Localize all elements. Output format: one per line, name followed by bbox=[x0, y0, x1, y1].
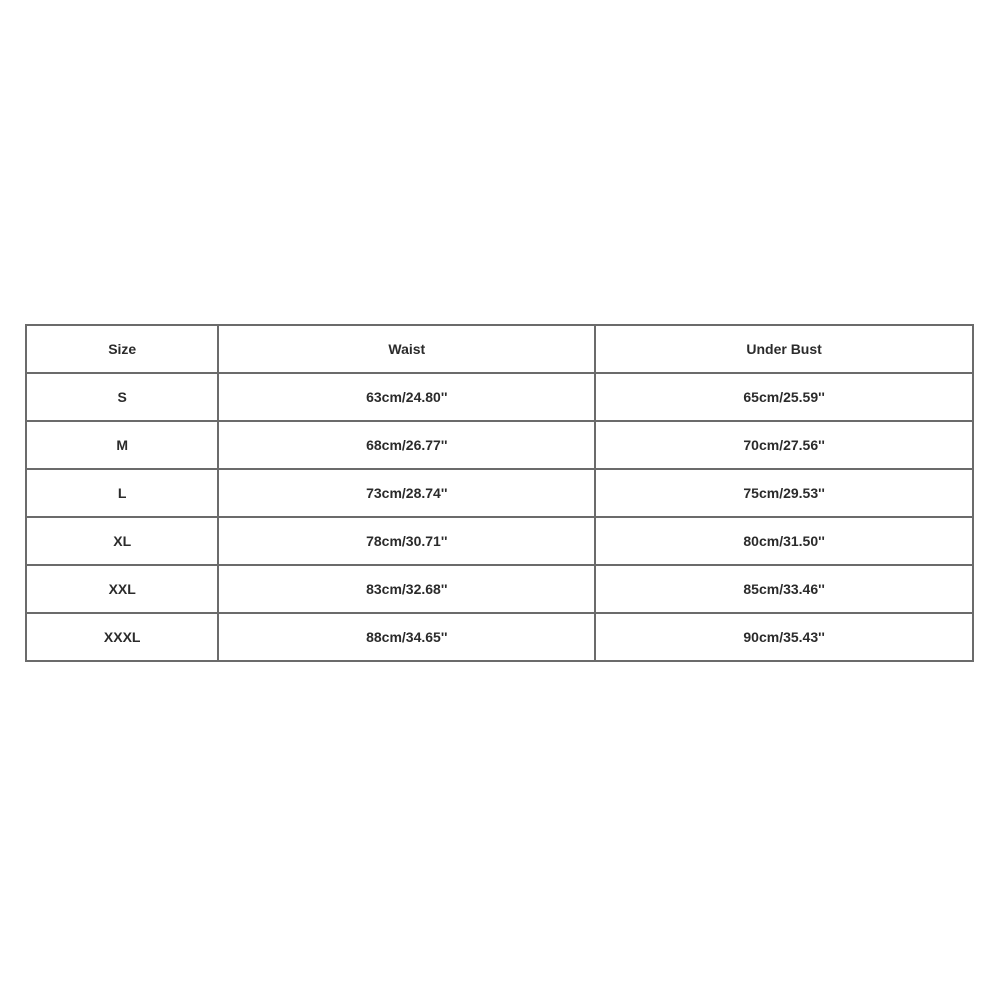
under-bust-cell: 90cm/35.43'' bbox=[595, 613, 973, 661]
waist-cell: 63cm/24.80'' bbox=[218, 373, 595, 421]
under-bust-cell: 75cm/29.53'' bbox=[595, 469, 973, 517]
waist-cell: 68cm/26.77'' bbox=[218, 421, 595, 469]
table-row bbox=[26, 469, 973, 517]
size-cell: XL bbox=[26, 517, 218, 565]
size-cell: XXL bbox=[26, 565, 218, 613]
under-bust-cell: 80cm/31.50'' bbox=[595, 517, 973, 565]
size-cell: S bbox=[26, 373, 218, 421]
size-chart-table bbox=[25, 324, 974, 662]
table-row bbox=[26, 421, 973, 469]
under-bust-cell: 65cm/25.59'' bbox=[595, 373, 973, 421]
under-bust-cell: 70cm/27.56'' bbox=[595, 421, 973, 469]
table-row bbox=[26, 517, 973, 565]
header-size: Size bbox=[26, 325, 218, 373]
waist-cell: 78cm/30.71'' bbox=[218, 517, 595, 565]
size-cell: M bbox=[26, 421, 218, 469]
size-cell: XXXL bbox=[26, 613, 218, 661]
table-row bbox=[26, 373, 973, 421]
size-cell: L bbox=[26, 469, 218, 517]
table-row bbox=[26, 565, 973, 613]
header-waist: Waist bbox=[218, 325, 595, 373]
under-bust-cell: 85cm/33.46'' bbox=[595, 565, 973, 613]
waist-cell: 88cm/34.65'' bbox=[218, 613, 595, 661]
header-under-bust: Under Bust bbox=[595, 325, 973, 373]
waist-cell: 73cm/28.74'' bbox=[218, 469, 595, 517]
waist-cell: 83cm/32.68'' bbox=[218, 565, 595, 613]
table-row bbox=[26, 613, 973, 661]
header-row bbox=[26, 325, 973, 373]
